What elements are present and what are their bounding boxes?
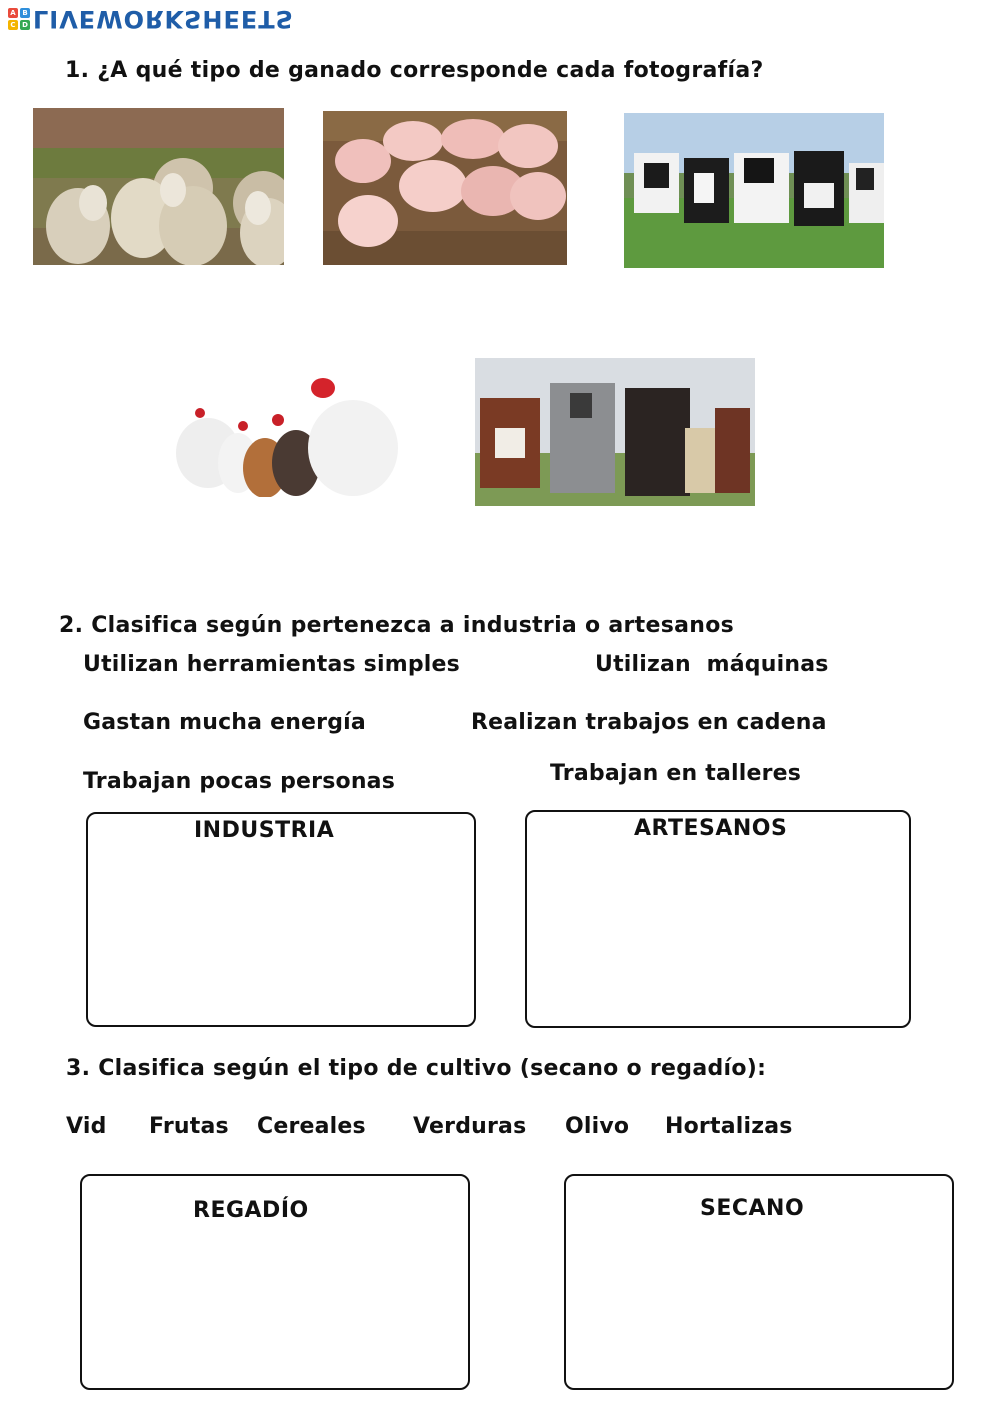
- item-verduras[interactable]: Verduras: [413, 1114, 527, 1139]
- item-mucha-energia[interactable]: Gastan mucha energía: [83, 710, 366, 735]
- item-herramientas-simples[interactable]: Utilizan herramientas simples: [83, 652, 460, 677]
- artesanos-drop-box[interactable]: [525, 810, 911, 1028]
- logo-text: LIVEWORKSHEETS: [33, 5, 294, 33]
- horses-photo: [475, 358, 755, 506]
- artesanos-label: ARTESANOS: [634, 816, 788, 841]
- item-talleres[interactable]: Trabajan en talleres: [550, 761, 802, 786]
- item-cereales[interactable]: Cereales: [257, 1114, 366, 1139]
- question-3-title: 3. Clasifica según el tipo de cultivo (secano o regadío):: [66, 1056, 767, 1081]
- industria-label: INDUSTRIA: [194, 818, 335, 843]
- question-2-title: 2. Clasifica según pertenezca a industria o artesanos: [59, 613, 735, 638]
- industria-drop-box[interactable]: [86, 812, 476, 1027]
- item-vid[interactable]: Vid: [66, 1114, 107, 1139]
- question-1-title: 1. ¿A qué tipo de ganado corresponde cada fotografía?: [65, 58, 764, 83]
- item-pocas-personas[interactable]: Trabajan pocas personas: [83, 769, 396, 794]
- item-trabajos-cadena[interactable]: Realizan trabajos en cadena: [471, 710, 827, 735]
- cows-photo: [624, 113, 884, 268]
- chickens-photo: [168, 358, 415, 497]
- sheep-photo: [33, 108, 284, 265]
- secano-label: SECANO: [700, 1196, 805, 1221]
- item-frutas[interactable]: Frutas: [149, 1114, 229, 1139]
- item-maquinas[interactable]: Utilizan máquinas: [595, 652, 829, 677]
- pigs-photo: [323, 111, 567, 265]
- item-olivo[interactable]: Olivo: [565, 1114, 630, 1139]
- item-hortalizas[interactable]: Hortalizas: [665, 1114, 793, 1139]
- liveworksheets-logo: [8, 6, 294, 32]
- regadio-label: REGADÍO: [193, 1198, 309, 1223]
- logo-blocks-icon: A B C D: [8, 8, 30, 30]
